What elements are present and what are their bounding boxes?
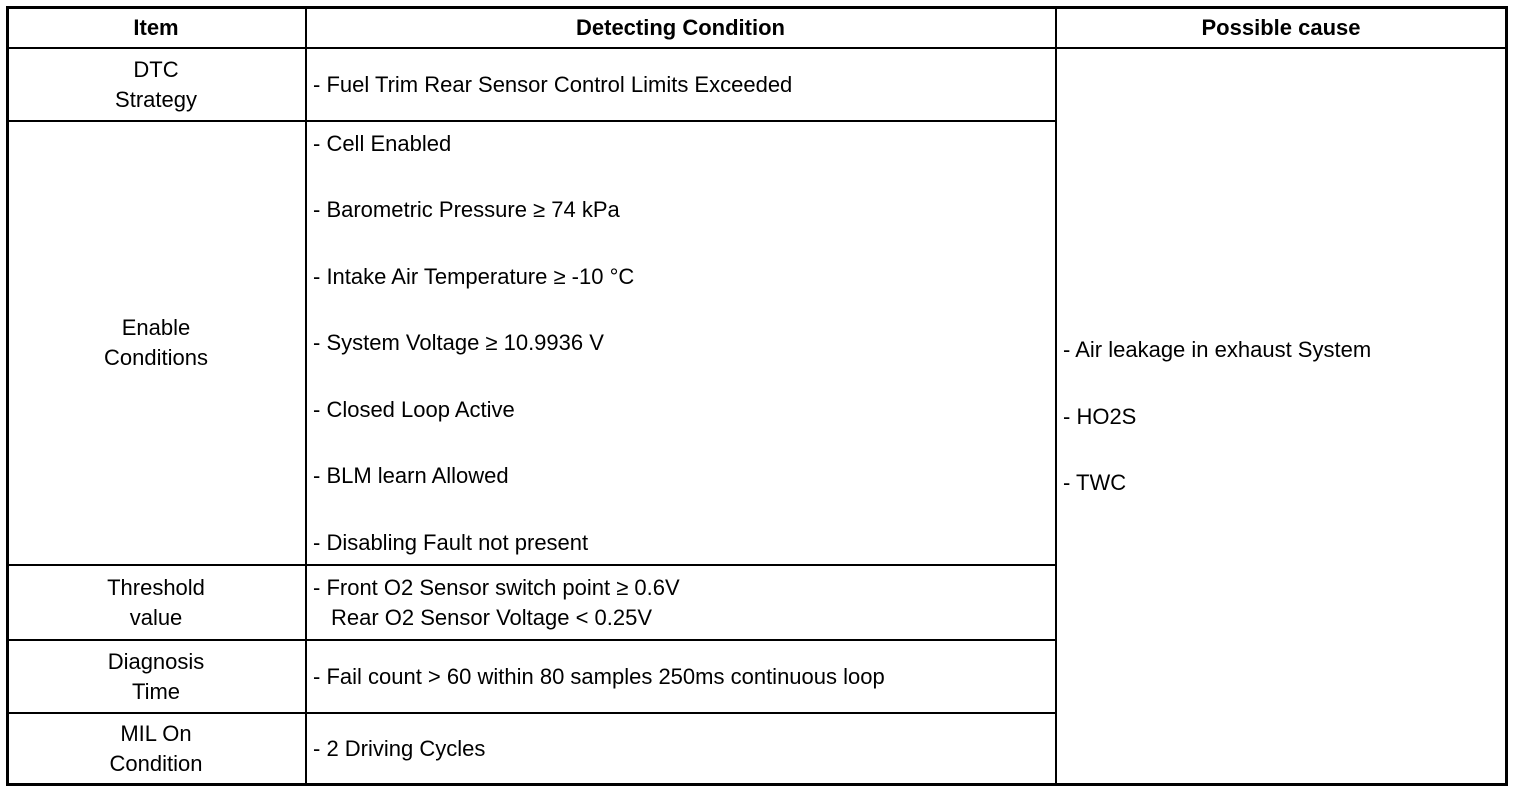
item-label: Threshold [107, 575, 205, 600]
possible-cause-text: - TWC [1063, 470, 1127, 495]
item-mil-on-condition [8, 719, 304, 779]
item-label: DTC [133, 57, 179, 82]
row-divider [7, 712, 1056, 714]
condition-text: - Closed Loop Active [313, 397, 515, 422]
item-label: Conditions [104, 345, 208, 370]
item-label: Diagnosis [107, 649, 205, 674]
item-label: Strategy [115, 87, 197, 112]
condition-text: - Barometric Pressure ≥ 74 kPa [313, 197, 620, 222]
condition-text: - Cell Enabled [313, 131, 452, 156]
condition-text: Rear O2 Sensor Voltage < 0.25V [331, 605, 653, 630]
item-label: Time [131, 679, 181, 704]
item-enable-conditions [8, 313, 304, 373]
condition-text: - Front O2 Sensor switch point ≥ 0.6V [313, 575, 680, 600]
row-divider [7, 120, 1056, 122]
item-dtc-strategy [8, 55, 304, 115]
item-label: Enable [121, 315, 191, 340]
condition-text: - Intake Air Temperature ≥ -10 °C [313, 264, 635, 289]
condition-text: - BLM learn Allowed [313, 463, 509, 488]
header-item: Item [133, 15, 179, 40]
condition-text: - Disabling Fault not present [313, 530, 589, 555]
possible-cause-text: - Air leakage in exhaust System [1063, 337, 1372, 362]
condition-text: - Fail count > 60 within 80 samples 250ms continuous loop [313, 664, 885, 689]
header-possible-cause: Possible cause [1201, 15, 1361, 40]
possible-cause-text: - HO2S [1063, 404, 1137, 429]
column-divider-item [305, 7, 307, 784]
item-threshold-value [8, 573, 304, 633]
condition-text: - Fuel Trim Rear Sensor Control Limits Exceeded [313, 72, 793, 97]
header-divider [7, 47, 1507, 49]
row-divider [7, 639, 1056, 641]
condition-text: - System Voltage ≥ 10.9936 V [313, 330, 604, 355]
item-diagnosis-time [8, 647, 304, 707]
item-label: Condition [109, 751, 203, 776]
column-divider-condition [1055, 7, 1057, 784]
item-label: MIL On [120, 721, 192, 746]
item-label: value [129, 605, 183, 630]
condition-text: - 2 Driving Cycles [313, 736, 486, 761]
row-divider [7, 564, 1056, 566]
header-detecting-condition: Detecting Condition [576, 15, 785, 40]
